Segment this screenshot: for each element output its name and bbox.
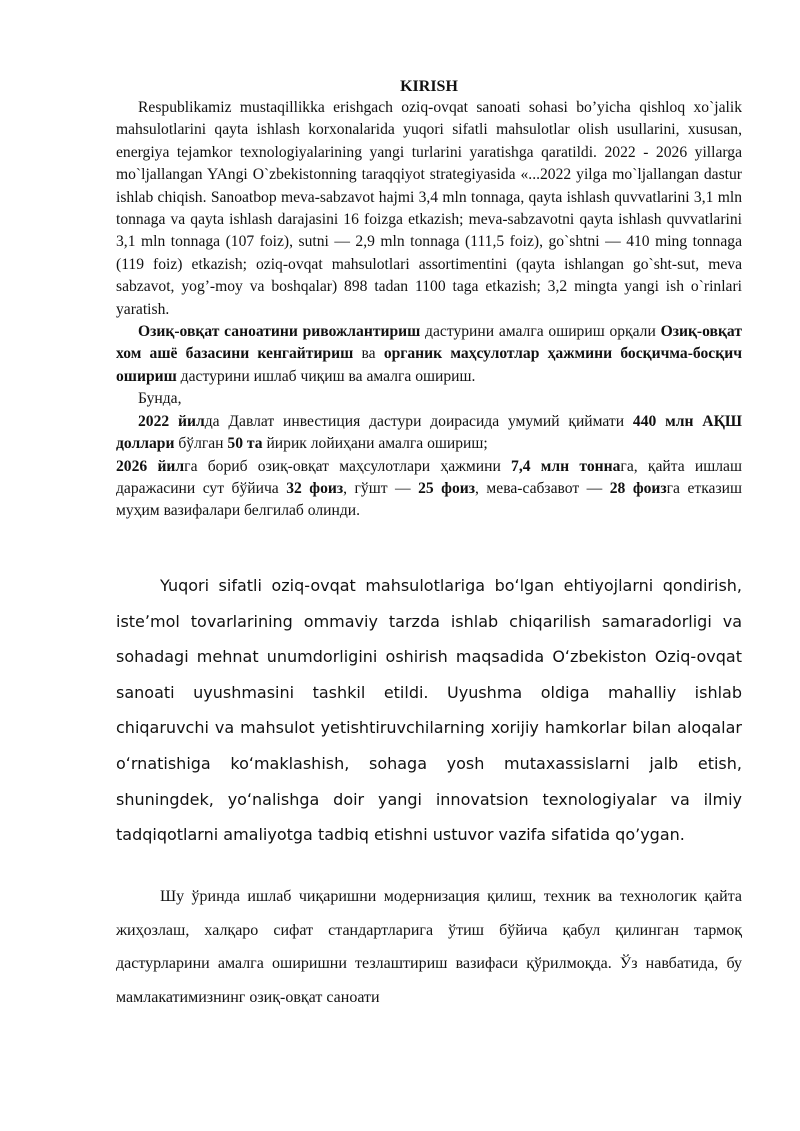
programs-text-1: дастурини амалга ошириш орқали: [420, 323, 661, 341]
investment-text-1: да Давлат инвестиция дастури доирасида умумий қиймати: [204, 412, 633, 430]
investment-year: 2022 йил: [138, 412, 205, 430]
target-year: 2026 йил: [116, 457, 185, 475]
investment-text-2: бўлган: [174, 435, 228, 453]
association-paragraph: Yuqori sifatli oziq-ovqat mahsulotlariga boʻlgan ehtiyojlarni qondirish, isteʼmol tovarlarining ommaviy tarzda ishlab chiqarilish samaradorligi va sohadagi mehnat unumdorligini oshirish maqsadida Oʻzbekiston Oziq-ovqat sanoati uyushmasini tashkil etildi. Uyushma oldiga mahalliy ishlab chiqaruvchi va mahsulot yetishtiruvchilarning xorijiy hamkorlar bilan aloqalar oʻrnatishiga koʻmaklashish, sohaga yosh mutaxassislarni jalb etish, shuningdek, yoʻnalishga doir yangi innovatsion texnologiyalar va ilmiy tadqiqotlarni amaliyotga tadbiq etishni ustuvor vazifa sifatida qo’ygan.: [116, 576, 742, 845]
target-text-5: га етказиш муҳим вазифалари белгилаб олинди.: [116, 479, 742, 520]
target-milk: 32 фоиз: [286, 479, 344, 497]
target-fruit: 28 фоиз: [609, 479, 667, 497]
bunda-line: Бунда,: [138, 390, 182, 408]
investment-count: 50 та: [227, 435, 263, 453]
target-paragraph: [116, 456, 742, 523]
investment-sum: 440 млн АҚШ доллари: [116, 412, 742, 453]
modernization-paragraph: Шу ўринда ишлаб чиқаришни модернизация қилиш, техник ва технологик қайта жиҳозлаш, халқаро сифат стандартларига ўтиш бўйича қабул қилинган тармоқ дастурларини амалга оширишни тезлаштириш вазифаси қўрилмоқда. Ўз навбатида, бу мамлакатимизнинг озиқ-овқат саноати: [116, 888, 742, 1006]
target-text-4: , мева-сабзавот —: [475, 479, 610, 497]
program-name-3: органик маҳсулотлар ҳажмини босқичма-босқич ошириш: [116, 345, 742, 385]
target-text-1: га бориб озиқ-овқат маҳсулотлари ҳажмини: [184, 457, 512, 475]
programs-text-2: ва: [353, 345, 384, 363]
program-name-2: Озиқ-овқат хом ашё базасини кенгайтириш: [116, 323, 742, 363]
investment-text-3: йирик лойиҳани амалга ошириш;: [262, 435, 488, 453]
target-volume: 7,4 млн тонна: [511, 457, 621, 475]
target-text-3: , гўшт —: [343, 479, 419, 497]
program-name-1: Озиқ-овқат саноатини ривожлантириш: [138, 323, 421, 341]
target-text-2: га, қайта ишлаш даражасини сут бўйича: [116, 457, 742, 497]
investment-paragraph: [116, 411, 742, 456]
programs-paragraph: [116, 321, 742, 388]
page-title: KIRISH: [400, 78, 458, 95]
intro-paragraph: Respublikamiz mustaqillikka erishgach oziq-ovqat sanoati sohasi bo’yicha qishloq xo`jalik mahsulotlarini qayta ishlash korxonalarida yuqori sifatli mahsulotlar olish usullarini, xususan, energiya tejamkor texnologiyalarining yangi turlarini yaratishga qaratildi. 2022 - 2026 yillarga mo`ljallangan YAngi O`zbekistonning taraqqiyot strategiyasida «...2022 yilga mo`ljallangan dastur ishlab chiqish. Sanoatbop meva-sabzavot hajmi 3,4 mln tonnaga, qayta ishlash quvvatlarini 3,1 mln tonnaga va qayta ishlash darajasini 16 foizga etkazish; meva-sabzavotni qayta ishlash quvvatlarini 3,1 mln tonnaga (107 foiz), sutni — 2,9 mln tonnaga (111,5 foiz), go`shtni — 410 ming tonnaga (119 foiz) etkazish; oziq-ovqat mahsulotlari assortimentini (qayta ishlangan go`sht-sut, meva sabzavot, yog’-moy va boshqalar) 898 tadan 1100 taga etkazish; 3,2 mingta yangi ish o`rinlari yaratish.: [116, 99, 742, 318]
upper-section: [116, 97, 742, 523]
programs-text-3: дастурини ишлаб чиқиш ва амалга ошириш.: [176, 367, 476, 385]
target-meat: 25 фоиз: [418, 479, 476, 497]
